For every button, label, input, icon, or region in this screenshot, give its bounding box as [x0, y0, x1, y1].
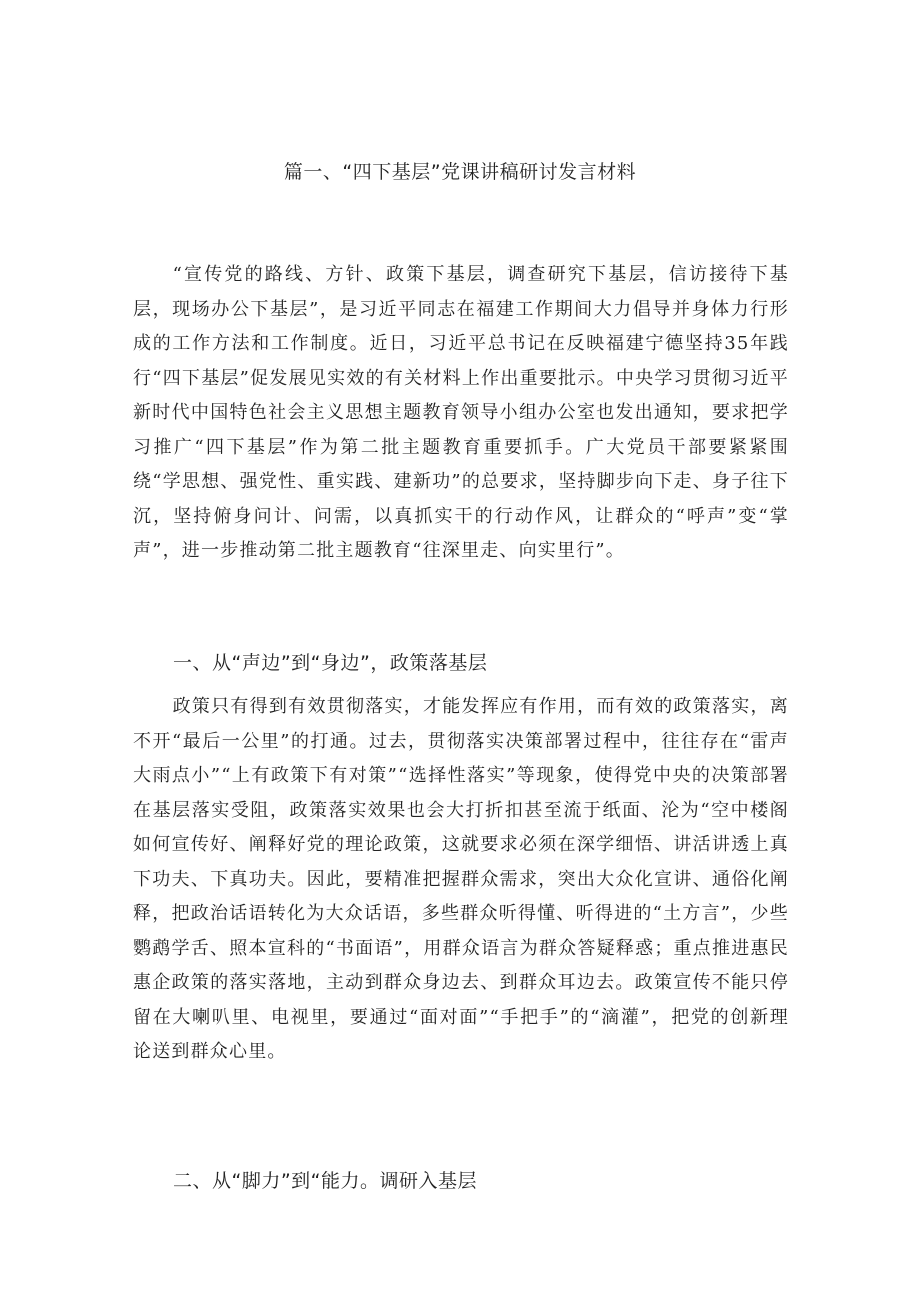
section-heading-one: 一、从“声边”到“身边”，政策落基层 — [173, 652, 488, 674]
document-title: 篇一、“四下基层”党课讲稿研讨发言材料 — [283, 161, 637, 183]
section-heading-two: 二、从“脚力”到“能力。调研入基层 — [173, 1170, 478, 1192]
intro-paragraph: “宣传党的路线、方针、政策下基层，调查研究下基层，信访接待下基层，现场办公下基层”，是习近平同志在福建工作期间大力倡导并身体力行形成的工作方法和工作制度。近日，习近平总书记在反映福建宁德坚持35年践行“四下基层”促发展见实效的有关材料上作出重要批示。中央学习贯彻习近平新时代中国特色社会主义思想主题教育领导小组办公室也发出通知，要求把学习推广“四下基层”作为第二批主题教育重要抓手。广大党员干部要紧紧围绕“学思想、强党性、重实践、建新功”的总要求，坚持脚步向下走、身子往下沉，坚持俯身问计、问需，以真抓实干的行动作风，让群众的“呼声”变“掌声”，进一步推动第二批主题教育“往深里走、向实里行”。 — [133, 264, 789, 561]
section-one-paragraph: 政策只有得到有效贯彻落实，才能发挥应有作用，而有效的政策落实，离不开“最后一公里”的打通。过去，贯彻落实决策部署过程中，往往存在“雷声大雨点小”“上有政策下有对策”“选择性落实”等现象，使得党中央的决策部署在基层落实受阻，政策落实效果也会大打折扣甚至流于纸面、沦为“空中楼阁如何宣传好、阐释好党的理论政策，这就要求必须在深学细悟、讲活讲透上真下功夫、下真功夫。因此，要精准把握群众需求，突出大众化宣讲、通俗化阐释，把政治话语转化为大众话语，多些群众听得懂、听得进的“土方言”，少些鹦鹉学舌、照本宣科的“书面语”，用群众语言为群众答疑释惑；重点推进惠民惠企政策的落实落地，主动到群众身边去、到群众耳边去。政策宣传不能只停留在大喇叭里、电视里，要通过“面对面”“手把手”的“滴灌”，把党的创新理论送到群众心里。 — [133, 696, 789, 1062]
